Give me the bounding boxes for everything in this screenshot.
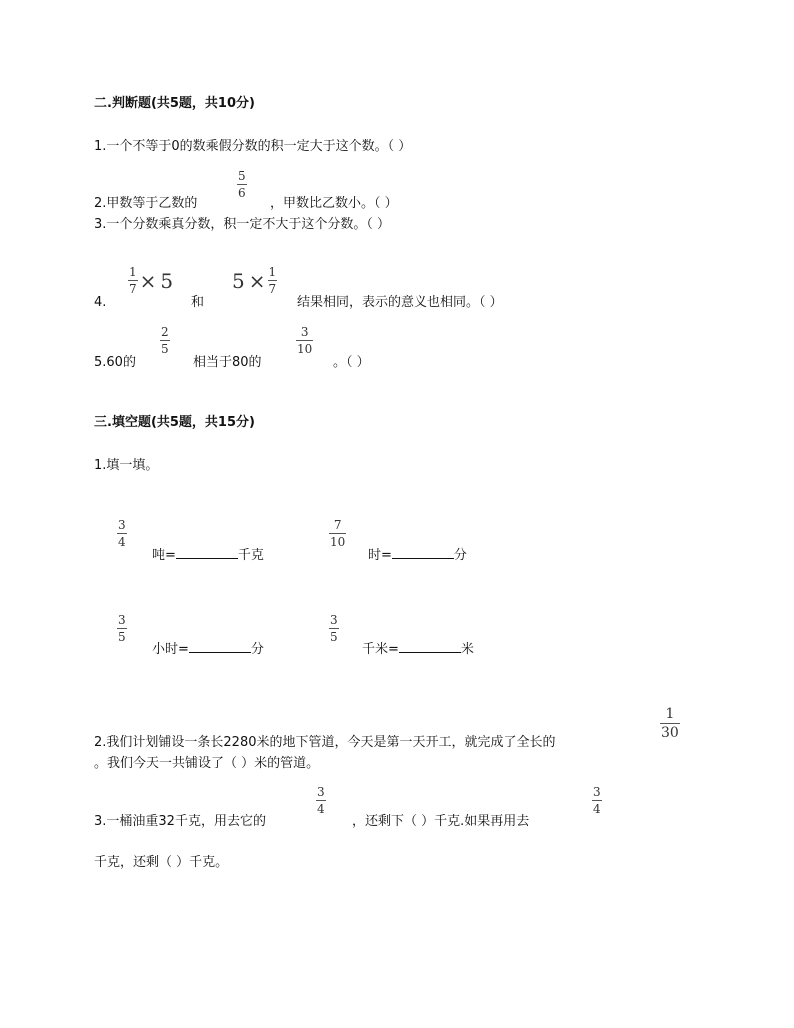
expression-number: 5	[160, 268, 174, 293]
fraction-numerator: 1	[665, 706, 675, 722]
fill-q2-fraction	[660, 707, 680, 740]
judge-question-1: 1.一个不等于0的数乘假分数的积一定大于这个数。（ ）	[94, 139, 412, 154]
fill-item-text	[152, 641, 264, 656]
fill-q3-prefix: 3.一桶油重32千克，用去它的	[94, 814, 266, 829]
answer-blank[interactable]	[392, 547, 454, 559]
fraction-denominator: 4	[118, 535, 126, 549]
fill-q3-line-2: 千克，还剩（ ）千克。	[94, 855, 229, 870]
fill-q3-middle: ，还剩下（ ）千克.如果再用去	[352, 814, 530, 829]
fraction-denominator: 5	[330, 630, 338, 644]
fraction-numerator: 1	[129, 265, 137, 279]
fraction-numerator: 5	[238, 169, 246, 183]
fill-item-post: 分	[250, 642, 264, 657]
fraction-denominator: 5	[118, 630, 126, 644]
judge-q2-fraction	[237, 170, 247, 199]
fill-q2-line-1: 2.我们计划铺设一条长2280米的地下管道，今天是第一天开工，就完成了全长的	[94, 735, 556, 750]
judge-q5-suffix: 。（ ）	[333, 355, 370, 370]
judge-q4-prefix: 4.	[94, 295, 107, 310]
fill-item-pre: 小时=	[152, 642, 189, 657]
judge-q5-middle: 相当于80的	[193, 355, 262, 370]
answer-blank[interactable]	[189, 641, 251, 653]
fraction-denominator: 6	[238, 186, 246, 200]
judge-q4-connector: 和	[191, 295, 205, 310]
fraction-denominator: 7	[268, 282, 277, 296]
fraction-numerator: 3	[317, 785, 325, 799]
fraction-numerator: 3	[118, 613, 126, 627]
fraction-numerator: 3	[593, 785, 601, 799]
fill-item-pre: 千米=	[362, 642, 399, 657]
fill-item-fraction	[329, 614, 339, 643]
fraction-numerator: 7	[333, 518, 342, 532]
multiply-sign: ×	[139, 268, 157, 293]
fill-question-1-label: 1.填一填。	[94, 458, 159, 473]
fraction-denominator: 4	[317, 802, 325, 816]
judge-q2-suffix: ，甲数比乙数小。（ ）	[270, 196, 398, 211]
judge-question-3: 3.一个分数乘真分数，积一定不大于这个分数。（ ）	[94, 217, 391, 232]
fill-item-text	[362, 641, 474, 656]
fraction-numerator: 2	[161, 325, 169, 339]
judge-q4-expr1-fraction	[128, 266, 138, 295]
answer-blank[interactable]	[176, 547, 238, 559]
judge-q4-expr2-fraction	[268, 266, 278, 295]
judge-q5-fraction-2	[296, 326, 313, 355]
fill-q2-line-2: 。我们今天一共铺设了（ ）米的管道。	[94, 756, 320, 771]
fill-item-post: 千克	[237, 548, 264, 563]
fill-item-fraction	[117, 614, 127, 643]
fill-item-fraction	[329, 519, 346, 548]
section-2-title: 二.判断题(共5题，共10分)	[94, 96, 255, 111]
fraction-denominator: 5	[161, 342, 169, 356]
section-3-title: 三.填空题(共5题，共15分)	[94, 415, 255, 430]
answer-blank[interactable]	[399, 641, 461, 653]
multiply-sign: ×	[248, 268, 266, 293]
fill-item-fraction	[117, 519, 127, 548]
judge-q2-prefix: 2.甲数等于乙数的	[94, 196, 198, 211]
fraction-numerator: 3	[330, 613, 338, 627]
fill-q3-fraction-2	[592, 786, 602, 815]
judge-q4-expression-1	[128, 266, 175, 295]
fill-item-text	[152, 547, 264, 562]
judge-q5-prefix: 5.60的	[94, 355, 136, 370]
expression-number: 5	[232, 268, 245, 293]
fill-q3-fraction-1	[316, 786, 326, 815]
fraction-numerator: 3	[118, 518, 126, 532]
fill-item-pre: 吨=	[152, 548, 176, 563]
judge-q4-expression-2	[230, 266, 277, 295]
fraction-denominator: 7	[129, 282, 137, 296]
judge-q5-fraction-1	[160, 326, 170, 355]
fraction-denominator: 10	[330, 535, 346, 549]
fraction-denominator: 4	[593, 802, 601, 816]
fill-item-post: 米	[460, 642, 474, 657]
fill-item-text	[368, 547, 467, 562]
fraction-numerator: 3	[300, 325, 309, 339]
fill-item-pre: 时=	[368, 548, 392, 563]
fill-item-post: 分	[453, 548, 467, 563]
fraction-denominator: 10	[297, 342, 313, 356]
fraction-denominator: 30	[661, 725, 679, 741]
fraction-numerator: 1	[268, 265, 277, 279]
judge-q4-suffix: 结果相同，表示的意义也相同。（ ）	[297, 295, 503, 310]
